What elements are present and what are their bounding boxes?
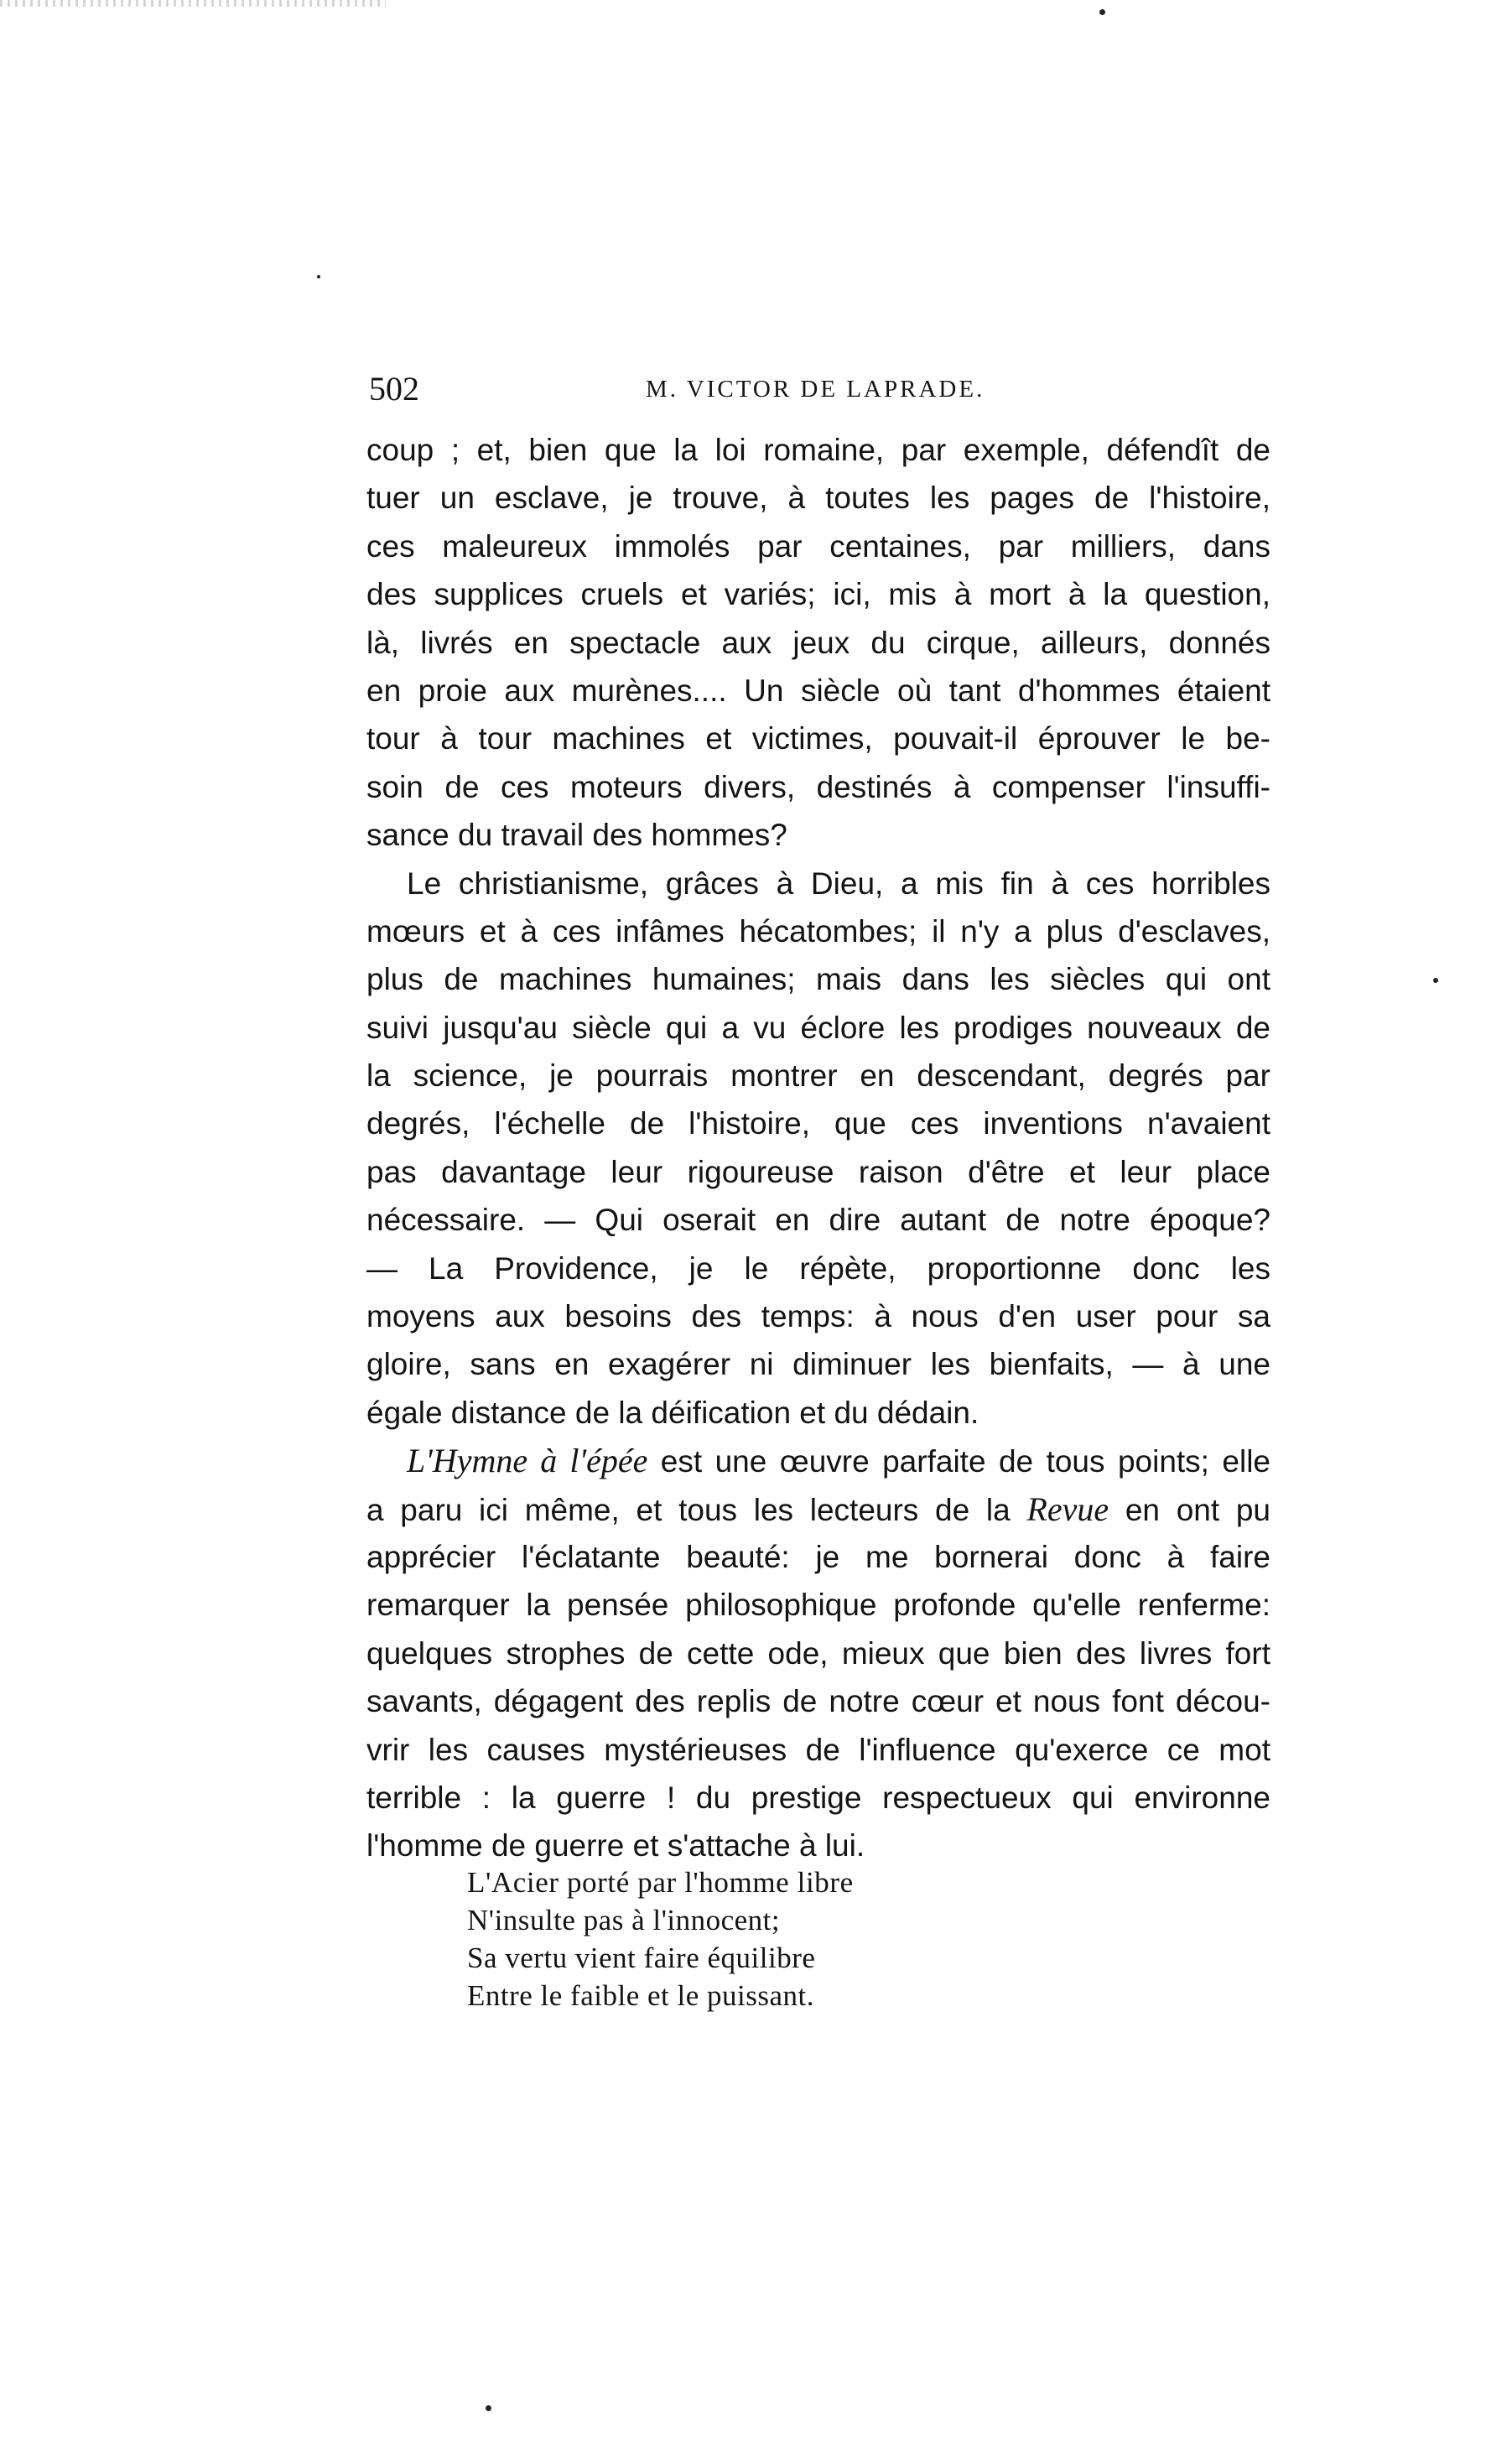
text-line: la science, je pourrais montrer en descendant, degrés par — [366, 1058, 1270, 1094]
journal-title: Revue — [1026, 1489, 1109, 1528]
text-line: mœurs et à ces infâmes hécatombes; il n'y a plus d'esclaves, — [366, 913, 1270, 949]
text-fragment: a paru ici même, et tous les lecteurs de la — [366, 1492, 1027, 1527]
work-title: L'Hymne à l'épée — [407, 1442, 648, 1480]
text-line: quelques strophes de cette ode, mieux que bien des livres fort — [366, 1635, 1270, 1671]
text-line: apprécier l'éclatante beauté: je me bornerai donc à faire — [366, 1539, 1270, 1574]
page-number: 502 — [369, 370, 419, 408]
text-line: Le christianisme, grâces à Dieu, a mis fin à ces horribles — [407, 866, 1270, 901]
text-line: l'homme de guerre et s'attache à lui. — [366, 1828, 865, 1864]
text-line: gloire, sans en exagérer ni diminuer les bienfaits, — à une — [366, 1347, 1270, 1382]
verse-line: N'insulte pas à l'innocent; — [467, 1904, 781, 1936]
text-line: sance du travail des hommes? — [366, 818, 787, 853]
verse-line: Entre le faible et le puissant. — [467, 1979, 814, 2012]
text-line: terrible : la guerre ! du prestige respectueux qui environne — [366, 1780, 1270, 1815]
scan-speck — [486, 2405, 491, 2411]
text-line: tour à tour machines et victimes, pouvait-il éprouver le be- — [366, 721, 1270, 756]
body-text — [366, 426, 1270, 1870]
text-line: en proie aux murènes.... Un siècle où tant d'hommes étaient — [366, 673, 1270, 708]
scan-speck — [317, 275, 320, 278]
text-line — [366, 1437, 1270, 1484]
scan-speck — [1433, 978, 1438, 983]
verse-stanza — [467, 1864, 854, 2014]
text-line: vrir les causes mystérieuses de l'influence qu'exerce ce mot — [366, 1732, 1270, 1767]
running-head: M. VICTOR DE LAPRADE. — [646, 376, 985, 403]
text-line: soin de ces moteurs divers, destinés à compenser l'insuffi- — [366, 769, 1270, 804]
text-fragment: en ont pu — [1109, 1492, 1270, 1527]
text-line: coup ; et, bien que la loi romaine, par exemple, défendît de — [366, 433, 1270, 467]
text-line: ces maleureux immolés par centaines, par milliers, dans — [366, 528, 1270, 564]
text-line: des supplices cruels et variés; ici, mis à mort à la question, — [366, 577, 1270, 612]
text-line: degrés, l'échelle de l'histoire, que ces inventions n'avaient — [366, 1106, 1270, 1141]
text-line — [366, 1485, 1270, 1533]
page-header — [369, 369, 1275, 419]
text-fragment: est une œuvre parfaite de tous points; elle — [647, 1444, 1270, 1479]
text-line: égale distance de la déification et du dédain. — [366, 1395, 979, 1430]
verse-line: L'Acier porté par l'homme libre — [467, 1866, 854, 1899]
text-line: suivi jusqu'au siècle qui a vu éclore les prodiges nouveaux de — [366, 1010, 1270, 1045]
text-line: pas davantage leur rigoureuse raison d'être et leur place — [366, 1154, 1270, 1189]
text-line: là, livrés en spectacle aux jeux du cirque, ailleurs, donnés — [366, 625, 1270, 660]
text-line: — La Providence, je le répète, proportionne donc les — [366, 1250, 1270, 1286]
text-line: plus de machines humaines; mais dans les siècles qui ont — [366, 962, 1270, 997]
verse-line: Sa vertu vient faire équilibre — [467, 1942, 816, 1974]
text-line: remarquer la pensée philosophique profonde qu'elle renferme: — [366, 1588, 1270, 1623]
text-line: savants, dégagent des replis de notre cœur et nous font décou- — [366, 1684, 1270, 1719]
scan-edge-artifact — [0, 0, 386, 7]
text-line: moyens aux besoins des temps: à nous d'en user pour sa — [366, 1299, 1270, 1334]
text-line: nécessaire. — Qui oserait en dire autant de notre époque? — [366, 1203, 1270, 1238]
scan-speck — [1099, 9, 1105, 15]
text-line: tuer un esclave, je trouve, à toutes les pages de l'histoire, — [366, 481, 1270, 516]
